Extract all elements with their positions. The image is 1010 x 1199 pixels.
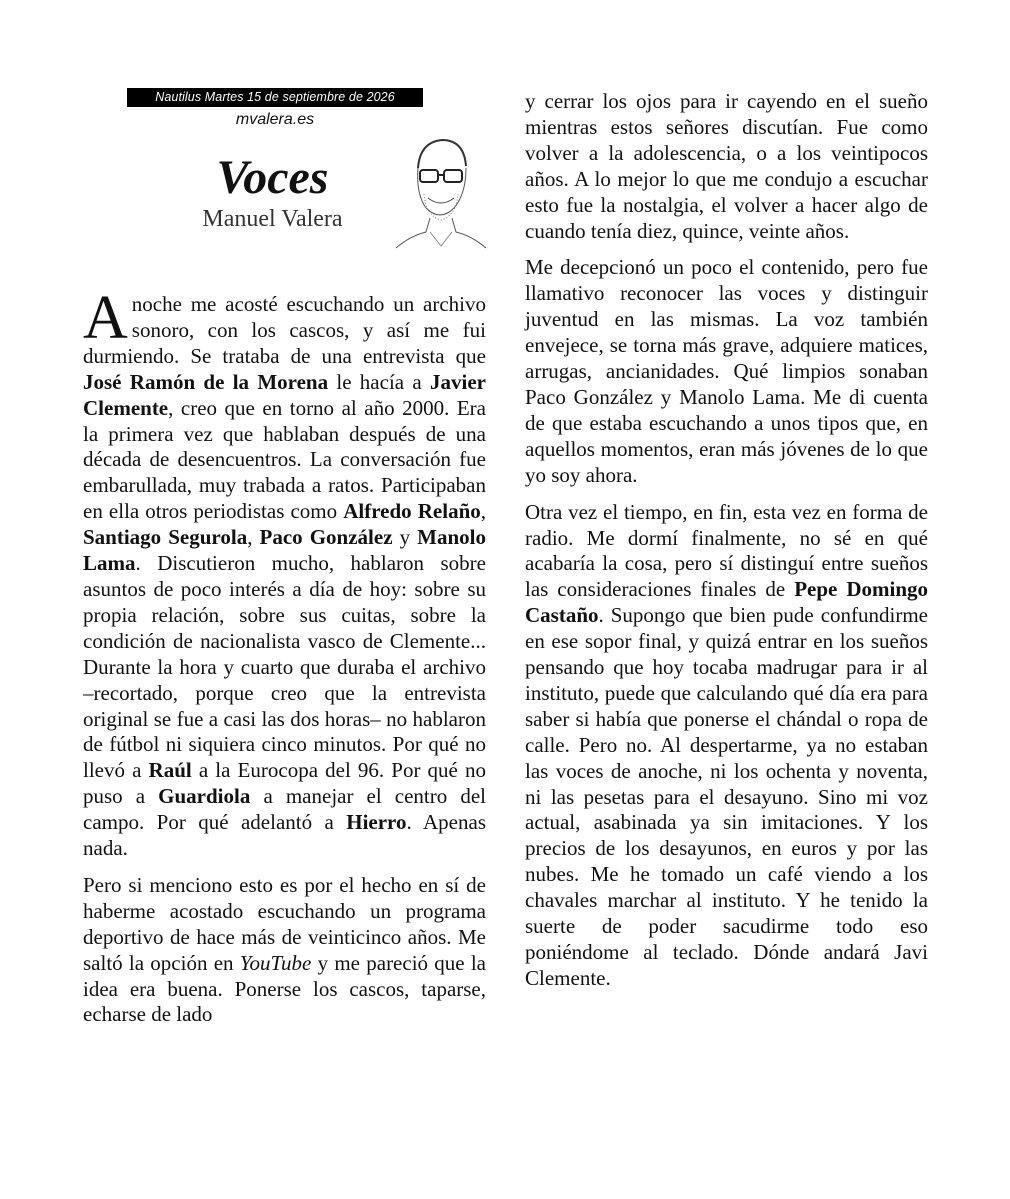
paragraph-1 — [83, 284, 487, 862]
text-run: a manejar el centro del campo. Por qué adelantó a — [83, 784, 486, 835]
drop-cap: A — [83, 284, 128, 352]
bold-name: Javier Clemente — [83, 369, 486, 420]
paragraph-4-text — [525, 500, 928, 990]
text-run: . Supongo que bien pude confundirme en ese sopor final, y quizá entrar en los sueños pensando que hoy tocaba madrugar para ir al instituto, puede que calculando qué día era para saber si había que ponerse el chándal o ropa de calle. Pero no. Al despertarme, ya no estaban las voces de anoche, ni los ochenta y noventa, ni las pesetas para el desayuno. Sino mi voz actual, asabinada ya sin imitaciones. Y los precios de los desayunos, en euros y por las nubes. Me he tomado un café viendo a los chavales marchar al instituto. Y he tenido la suerte de poder sacudirme todo eso poniéndome al teclado. Dónde andará Javi Clemente. — [525, 603, 928, 990]
italic-term: YouTube — [239, 950, 312, 975]
text-run: Me decepcionó un poco el contenido, pero fue llamativo reconocer las voces y distinguir juventud en las mismas. La voz también envejece, se torna más grave, adquiere matices, arrugas, ancianidades. Qué limpios sonaban Paco González y Manolo Lama. Me di cuenta de que estaba escuchando a unos tipos que, en aquellos momentos, eran más jóvenes de lo que yo soy ahora. — [525, 255, 928, 487]
text-run: . Apenas nada. — [83, 810, 487, 861]
bold-name: Pepe Domingo Castaño — [525, 577, 928, 628]
article-title: Voces — [216, 151, 329, 204]
paragraph-3-text — [525, 255, 928, 486]
text-run: Otra vez el tiempo, en fin, esta vez en forma de radio. Me dormí finalmente, no sé en qué acabaría la cosa, pero sí distinguí entre sueños las consideraciones finales de — [525, 499, 928, 602]
paragraph-2-continued — [525, 89, 928, 244]
paragraph-2-continued-text — [525, 89, 928, 243]
paragraph-2 — [83, 873, 486, 1028]
author-name: Manuel Valera — [202, 206, 343, 232]
text-run: a la Eurocopa del 96. Por qué no puso a — [83, 758, 486, 809]
text-run: Pero si menciono esto es por el hecho en sí de haberme acostado escuchando un programa deportivo de hace más de veinticinco años. Me saltó la opción en — [83, 872, 486, 975]
paragraph-3 — [525, 255, 928, 488]
article-column-right — [525, 89, 928, 1003]
site-name: mvalera.es — [235, 111, 315, 128]
author-portrait-sketch — [390, 128, 490, 250]
paragraph-1-text — [83, 284, 487, 861]
edition-date-badge: Nautilus Martes 15 de septiembre de 2026 — [127, 88, 423, 107]
text-run: , — [247, 525, 260, 550]
bold-name: Alfredo Relaño — [343, 499, 481, 524]
bold-name: Guardiola — [158, 784, 251, 809]
bold-name: Hierro — [346, 810, 407, 835]
paragraph-4 — [525, 500, 928, 992]
text-run: , — [480, 499, 486, 524]
bold-name: Raúl — [148, 758, 192, 783]
paragraph-2-text — [83, 873, 486, 1027]
text-run: . Discutieron mucho, hablaron sobre asuntos de poco interés a día de hoy: sobre su propia relación, sobre sus cuitas, sobre la condición de nacionalista vasco de Clemente... Durante la hora y cuarto que duraba el archivo –recortado, porque creo que la entrevista original se fue a casi las dos horas– no hablaron de fútbol ni siquiera cinco minutos. Por qué no llevó a — [83, 551, 486, 783]
text-run: y me pareció que la idea era buena. Ponerse los cascos, taparse, echarse de lado — [83, 950, 486, 1027]
bold-name: Santiago Segurola — [83, 525, 248, 550]
text-run: , creo que en torno al año 2000. Era la primera vez que hablaban después de una década de desencuentros. La conversación fue embarullada, muy trabada a ratos. Participaban en ella otros periodistas como — [83, 395, 486, 524]
masthead — [127, 88, 423, 130]
bold-name: Paco González — [259, 525, 393, 550]
bold-name: Manolo Lama — [83, 525, 486, 576]
text-run: y — [392, 525, 418, 550]
text-run: noche me acosté escuchando un archivo sonoro, con los cascos, y así me fui durmiendo. Se trataba de una entrevista que — [83, 292, 486, 368]
article-column-left — [83, 284, 487, 1039]
bold-name: José Ramón de la Morena — [83, 369, 329, 394]
text-run: y cerrar los ojos para ir cayendo en el sueño mientras estos señores discutían. Fue como volver a la adolescencia, o a los veintipocos años. A lo mejor lo que me condujo a escuchar esto fue la nostalgia, el volver a hacer algo de cuando tenía diez, quince, veinte años. — [525, 89, 928, 243]
text-run: le hacía a — [328, 369, 430, 394]
